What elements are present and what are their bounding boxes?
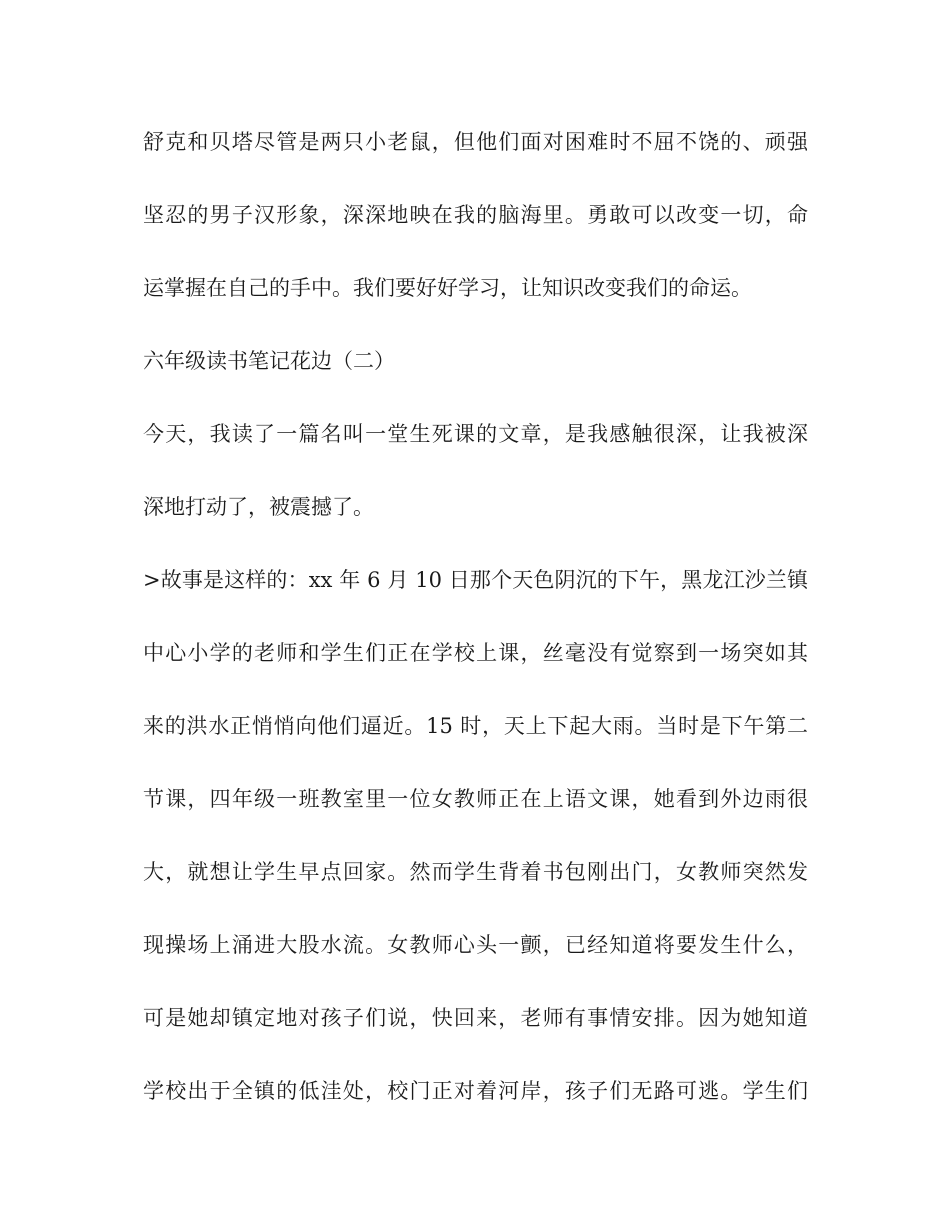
paragraph-line: 大，就想让学生早点回家。然而学生背着书包刚出门，女教师突然发 xyxy=(143,860,808,884)
paragraph-line: 来的洪水正悄悄向他们逼近。15 时，天上下起大雨。当时是下午第二 xyxy=(143,714,808,738)
paragraph-line: >故事是这样的：xx 年 6 月 10 日那个天色阴沉的下午，黑龙江沙兰镇 xyxy=(143,568,808,592)
paragraph-line: 今天，我读了一篇名叫一堂生死课的文章，是我感触很深，让我被深 xyxy=(143,422,808,446)
section-heading: 六年级读书笔记花边（二） xyxy=(143,349,395,373)
paragraph-line: 节课，四年级一班教室里一位女教师正在上语文课，她看到外边雨很 xyxy=(143,787,808,811)
paragraph-line: 可是她却镇定地对孩子们说，快回来，老师有事情安排。因为她知道 xyxy=(143,1006,808,1030)
paragraph-line: 运掌握在自己的手中。我们要好好学习，让知识改变我们的命运。 xyxy=(143,276,752,300)
paragraph-line: 学校出于全镇的低洼处，校门正对着河岸，孩子们无路可逃。学生们 xyxy=(143,1079,808,1103)
paragraph-line: 坚忍的男子汉形象，深深地映在我的脑海里。勇敢可以改变一切，命 xyxy=(143,203,808,227)
paragraph-line: 现操场上涌进大股水流。女教师心头一颤，已经知道将要发生什么， xyxy=(143,933,808,957)
paragraph-line: 深地打动了，被震撼了。 xyxy=(143,495,374,519)
paragraph-line: 中心小学的老师和学生们正在学校上课，丝毫没有觉察到一场突如其 xyxy=(143,641,808,665)
paragraph-line: 舒克和贝塔尽管是两只小老鼠，但他们面对困难时不屈不饶的、顽强 xyxy=(143,130,808,154)
